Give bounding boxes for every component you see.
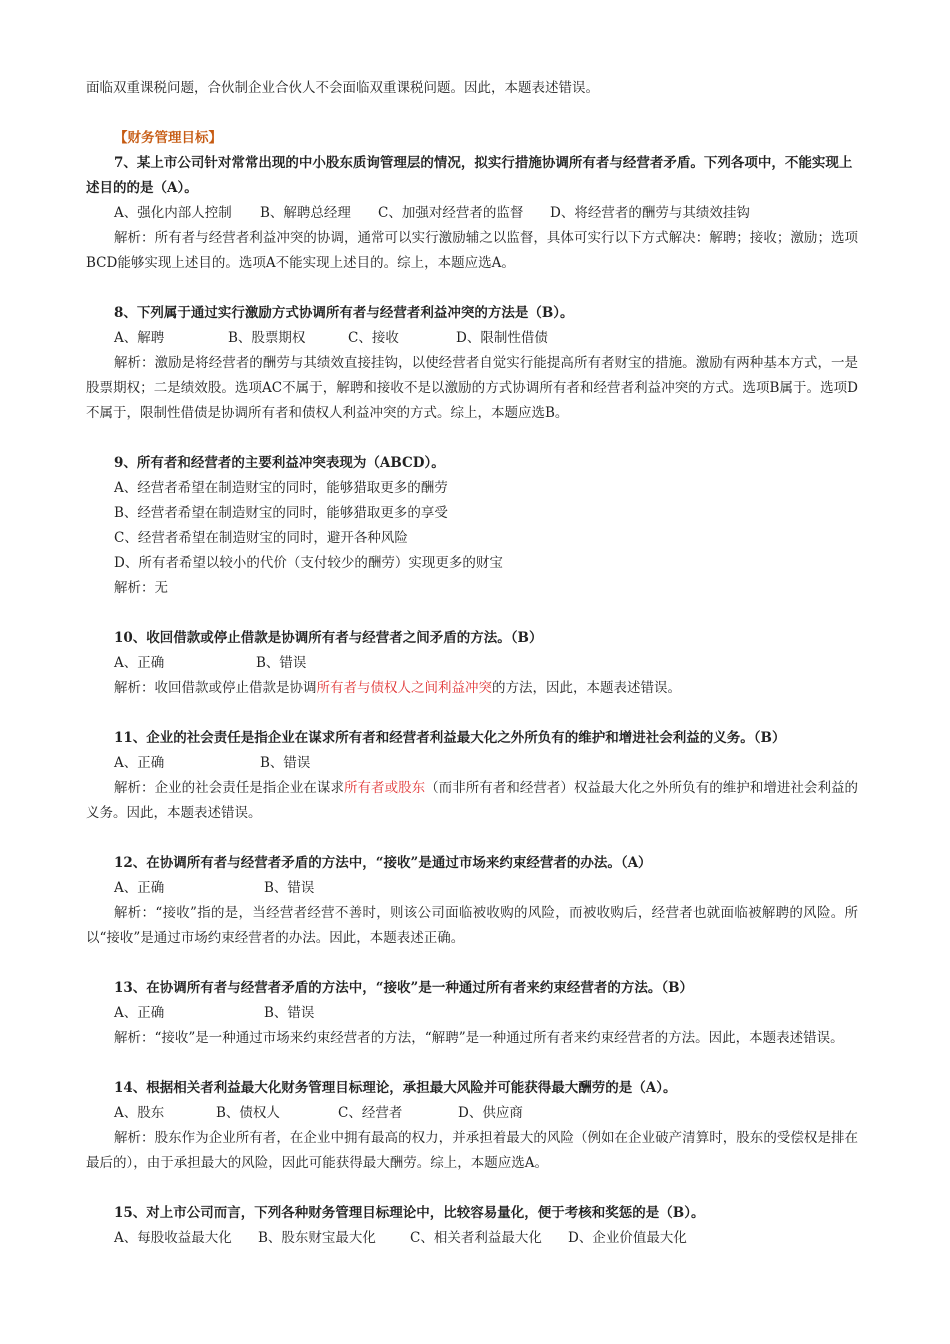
analysis-10-highlight: 所有者与债权人之间利益冲突 (316, 680, 492, 696)
option-7b: B、解聘总经理 (260, 205, 351, 221)
option-14c: C、经营者 (338, 1105, 403, 1121)
option-9b: B、经营者希望在制造财宝的同时，能够猎取更多的享受 (114, 505, 448, 521)
option-14a: A、股东 (114, 1105, 165, 1121)
analysis-11-pre: 解析：企业的社会责任是指企业在谋求 (114, 780, 344, 796)
analysis-8: 解析：激励是将经营者的酬劳与其绩效直接挂钩，以使经营者自觉实行能提高所有者财宝的措施。激励有两种基本方式，一是股票期权；二是绩效股。选项AC不属于，解聘和接收不是以激励的方式协调所有者和经营者利益冲突的方式。选项B属于。选项D不属于，限制性借债是协调所有者和债权人利益冲突的方式。综上，本题应选B。 (86, 355, 858, 421)
option-10a: A、正确 (114, 655, 165, 671)
spacer (86, 1176, 858, 1201)
analysis-10 (86, 676, 858, 701)
option-15a: A、每股收益最大化 (114, 1230, 232, 1246)
option-9a: A、经营者希望在制造财宝的同时，能够猎取更多的酬劳 (114, 480, 448, 496)
options-14 (86, 1101, 858, 1126)
option-10b: B、错误 (256, 655, 307, 671)
spacer (86, 276, 858, 301)
question-7: 7、某上市公司针对常常出现的中小股东质询管理层的情况，拟实行措施协调所有者与经营者矛盾。下列各项中，不能实现上述目的的是（A）。 (86, 155, 853, 196)
option-13b: B、错误 (264, 1005, 315, 1021)
option-9c: C、经营者希望在制造财宝的同时，避开各种风险 (114, 530, 408, 546)
spacer (86, 826, 858, 851)
option-13a: A、正确 (114, 1005, 165, 1021)
option-11a: A、正确 (114, 755, 165, 771)
option-11b: B、错误 (260, 755, 311, 771)
spacer (86, 951, 858, 976)
spacer (86, 601, 858, 626)
analysis-11-post: （而非所有者和经营者）权益最大化之外所负有的维护和增进社会利益的义务。因此，本题表述错误。 (86, 780, 859, 821)
analysis-9: 解析：无 (114, 580, 168, 596)
question-11: 11、企业的社会责任是指企业在谋求所有者和经营者利益最大化之外所负有的维护和增进社会利益的义务。（B） (114, 730, 786, 746)
options-11 (86, 751, 858, 776)
option-15b: B、股东财宝最大化 (258, 1230, 376, 1246)
analysis-12: 解析：“接收”指的是，当经营者经营不善时，则该公司面临被收购的风险，而被收购后，经营者也就面临被解聘的风险。所以“接收”是通过市场约束经营者的办法。因此，本题表述正确。 (86, 905, 858, 946)
analysis-11-highlight: 所有者或股东 (343, 780, 426, 796)
options-7 (86, 201, 858, 226)
option-7a: A、强化内部人控制 (114, 205, 232, 221)
option-14d: D、供应商 (458, 1105, 523, 1121)
analysis-7: 解析：所有者与经营者利益冲突的协调，通常可以实行激励辅之以监督，具体可实行以下方式解决：解聘；接收；激励；选项BCD能够实现上述目的。选项A不能实现上述目的。综上，本题应选A。 (86, 230, 858, 271)
analysis-10-post: 的方法，因此，本题表述错误。 (492, 680, 681, 696)
option-12b: B、错误 (264, 880, 315, 896)
question-14: 14、根据相关者利益最大化财务管理目标理论，承担最大风险并可能获得最大酬劳的是（A）。 (114, 1080, 677, 1096)
question-8: 8、下列属于通过实行激励方式协调所有者与经营者利益冲突的方法是（B）。 (114, 305, 574, 321)
options-12 (86, 876, 858, 901)
option-15c: C、相关者利益最大化 (410, 1230, 542, 1246)
question-15: 15、对上市公司而言，下列各种财务管理目标理论中，比较容易量化，便于考核和奖惩的是（B）。 (114, 1205, 705, 1221)
question-10: 10、收回借款或停止借款是协调所有者与经营者之间矛盾的方法。（B） (114, 630, 543, 646)
option-9d: D、所有者希望以较小的代价（支付较少的酬劳）实现更多的财宝 (114, 555, 503, 571)
options-15 (86, 1226, 858, 1251)
question-13: 13、在协调所有者与经营者矛盾的方法中，“接收”是一种通过所有者来约束经营者的方法。（B） (114, 980, 693, 996)
option-8b: B、股票期权 (228, 330, 306, 346)
spacer (86, 1051, 858, 1076)
analysis-13: 解析：“接收”是一种通过市场来约束经营者的方法，“解聘”是一种通过所有者来约束经营者的方法。因此，本题表述错误。 (114, 1030, 844, 1046)
question-9: 9、所有者和经营者的主要利益冲突表现为（ABCD）。 (114, 455, 445, 471)
option-12a: A、正确 (114, 880, 165, 896)
analysis-11 (86, 776, 858, 826)
option-8d: D、限制性借债 (456, 330, 548, 346)
option-8a: A、解聘 (114, 330, 165, 346)
option-7d: D、将经营者的酬劳与其绩效挂钩 (550, 205, 750, 221)
question-12: 12、在协调所有者与经营者矛盾的方法中，“接收”是通过市场来约束经营者的办法。（A） (114, 855, 652, 871)
option-8c: C、接收 (348, 330, 399, 346)
option-7c: C、加强对经营者的监督 (378, 205, 524, 221)
analysis-10-pre: 解析：收回借款或停止借款是协调 (114, 680, 317, 696)
options-10 (86, 651, 858, 676)
analysis-14: 解析：股东作为企业所有者，在企业中拥有最高的权力，并承担着最大的风险（例如在企业破产清算时，股东的受偿权是排在最后的），由于承担最大的风险，因此可能获得最大酬劳。综上，本题应选A。 (86, 1130, 858, 1171)
section-title: 【财务管理目标】 (114, 130, 222, 146)
spacer (86, 426, 858, 451)
options-13 (86, 1001, 858, 1026)
option-14b: B、债权人 (216, 1105, 280, 1121)
option-15d: D、企业价值最大化 (568, 1230, 687, 1246)
spacer (86, 701, 858, 726)
options-8 (86, 326, 858, 351)
intro-line: 面临双重课税问题，合伙制企业合伙人不会面临双重课税问题。因此，本题表述错误。 (86, 80, 599, 96)
